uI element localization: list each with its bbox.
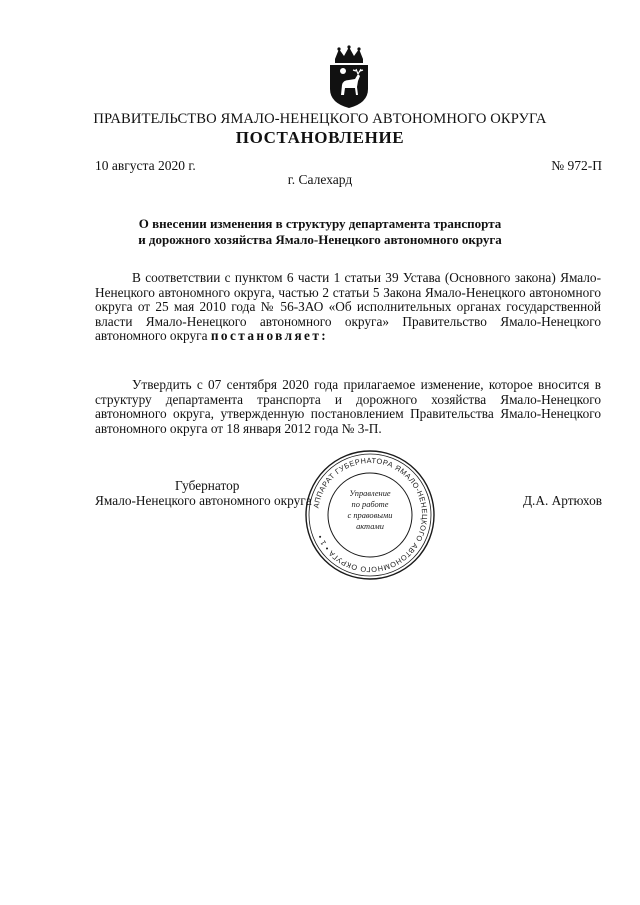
document-city: г. Салехард	[287, 172, 353, 187]
title-line-1: О внесении изменения в структуру департамента транспорта	[138, 216, 502, 231]
document-date: 10 августа 2020 г.	[95, 158, 196, 173]
seal-center-line-3: с правовыми	[347, 511, 393, 520]
seal-center-line-1: Управление	[349, 489, 391, 498]
signatory-name: Д.А. Артюхов	[522, 493, 602, 508]
coat-of-arms-icon	[325, 45, 373, 109]
paragraph-basis	[95, 271, 601, 344]
organization-name: ПРАВИТЕЛЬСТВО ЯМАЛО-НЕНЕЦКОГО АВТОНОМНОГО ОКРУГА	[93, 111, 547, 127]
seal-ring-text: АППАРАТ ГУБЕРНАТОРА ЯМАЛО-НЕНЕЦКОГО АВТОНОМНОГО ОКРУГА • 1 •	[311, 455, 430, 575]
paragraph-resolution-text: Утвердить с 07 сентября 2020 года прилагаемое изменение, которое вносится в структуру департамента транспорта и дорожного хозяйства Ямало-Ненецкого автономного округа, утвержденную постановлением Правительства Ямало-Ненецкого автономного округа от 18 января 2012 года № 3-П.	[95, 377, 601, 436]
official-seal-icon	[303, 448, 437, 582]
document-type: ПОСТАНОВЛЕНИЕ	[235, 128, 405, 147]
resolution-keyword: постановляет:	[210, 328, 329, 344]
document-number: № 972-П	[551, 158, 602, 173]
seal-center-line-4: актами	[356, 522, 384, 531]
document-title	[0, 216, 640, 248]
signatory-region: Ямало-Ненецкого автономного округа	[95, 493, 312, 508]
paragraph-basis-text: В соответствии с пунктом 6 части 1 статьи 39 Устава (Основного закона) Ямало-Ненецкого автономного округа, частью 2 статьи 5 Закона Ямало-Ненецкого автономного округа от 25 мая 2010 года № 56-ЗАО «Об исполнительных органах государственной власти Ямало-Ненецкого автономного округа» Правительство Ямало-Ненецкого автономного округа	[95, 270, 601, 344]
signatory-title: Губернатор	[175, 478, 240, 493]
seal-center-line-2: по работе	[351, 500, 389, 509]
paragraph-resolution	[95, 378, 601, 436]
title-line-2: и дорожного хозяйства Ямало-Ненецкого автономного округа	[138, 232, 502, 247]
